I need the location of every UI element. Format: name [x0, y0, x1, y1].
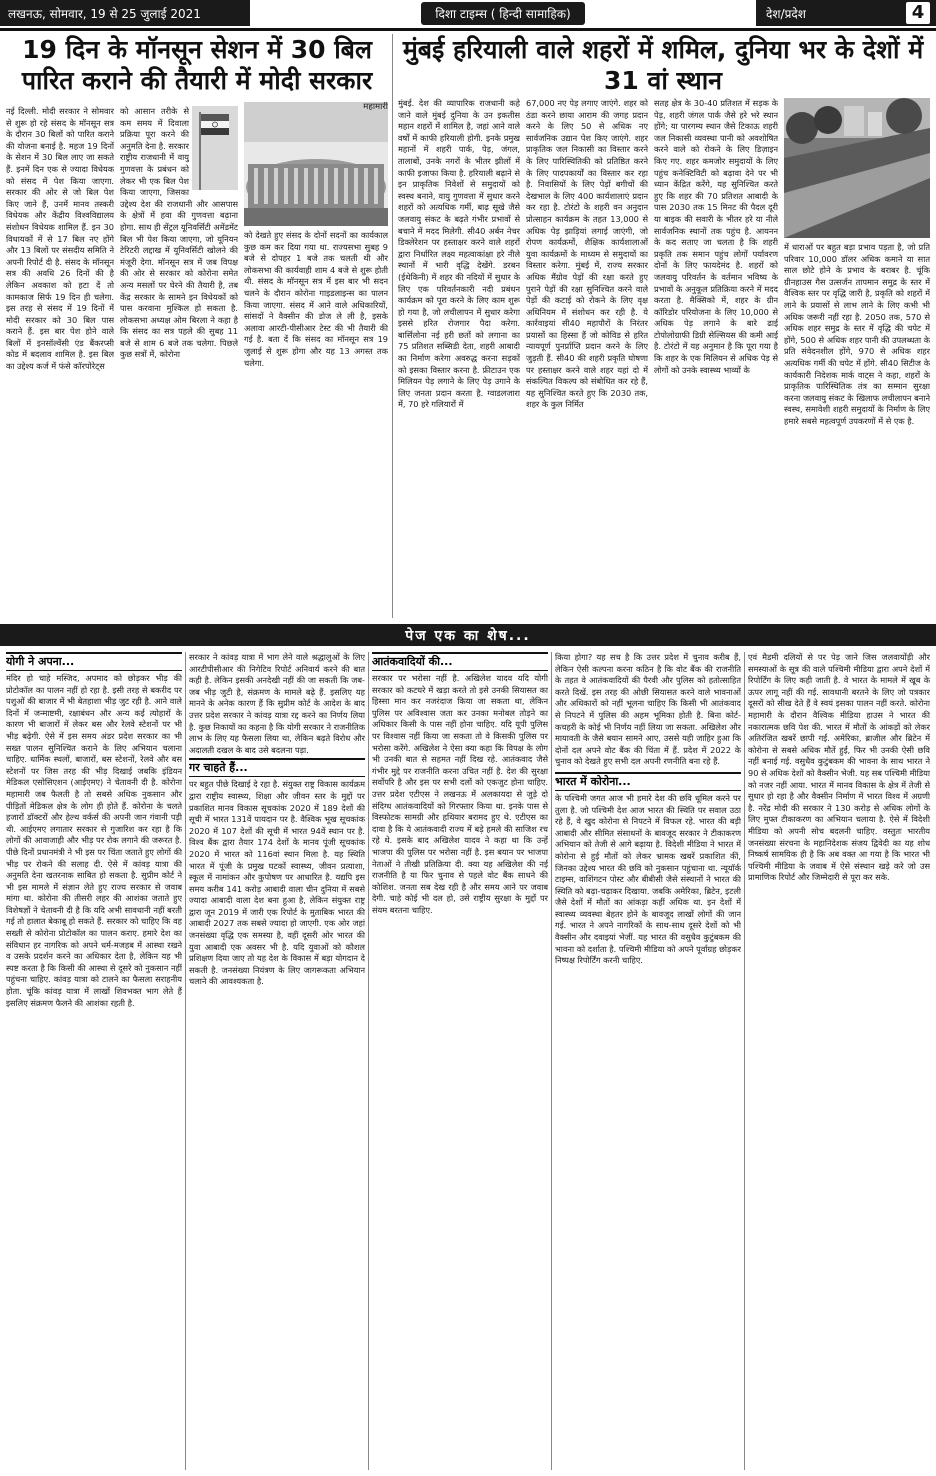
monsoon-caption-a: महामारी — [363, 102, 388, 112]
date-line: लखनऊ, सोमवार, 19 से 25 जुलाई 2021 — [0, 0, 250, 26]
top-rule — [0, 28, 936, 31]
lower-divider-3 — [551, 652, 552, 1470]
head-yogi: योगी ने अपना... — [6, 652, 182, 671]
lower-divider-4 — [744, 652, 745, 1470]
paper-name: दिशा टाइम्स ( हिन्दी सामाहिक) — [421, 2, 584, 25]
headline-monsoon: 19 दिन के मॉनसून सेशन में 30 बिल पारित कराने की तैयारी में मोदी सरकार — [21, 35, 373, 96]
monsoon-col-3 — [244, 230, 388, 618]
flag-photo — [192, 106, 238, 190]
parliament-photo — [244, 102, 388, 226]
mumbai-road-illustration — [784, 98, 930, 238]
masthead — [0, 0, 936, 26]
monsoon-col-2 — [120, 106, 238, 618]
monsoon-text-2: को आसान तरीके से कम समय में दिवाला प्रक्रिया पूरा करने की अनुमति देना है. सरकार राष्ट्रीय राजधानी में वायु गुणवत्ता के प्रबंधन को लेकर भी एक बिल पेश किया जाएगा, जिसका उद्देश्य देश की राजधानी और आसपास के क्षेत्रों में हवा की गुणवत्ता बढ़ाना होगा. साथ ही सेंट्रल यूनिवर्सिटी अमेंडमेंट बिल भी पेश किया जाएगा, जो यूनियन टेरिटरी लद्दाख में यूनिवर्सिटी खोलने की मंजूरी देगा. मॉनसून सत्र में जब विपक्ष की ओर से सरकार को कोरोना समेत अन्य मसलों पर घेरने की तैयारी है, तब केंद्र सरकार के सामने इन विधेयकों को पास करवाना मुश्किल हो सकता है. लोकसभा अध्यक्ष ओम बिरला ने कहा है कि संसद का सत्र पहले की सुबह 11 बजे से शाम 6 बजे तक चलेगा. पिछले कुछ सत्रों में, कोरोना — [120, 106, 238, 360]
mumbai-text-3: सतह क्षेत्र के 30-40 प्रतिशत में सड़क के पेड़, शहरी जंगल पार्क जैसे हरे भरे स्थान होंगे; या पारगम्य स्थान जैसे टिकाऊ शहरी जल निकासी व्यवस्था पानी को अवशोषित करने वाले को रोकने के लिए डिज़ाइन किए गए. शहर कमजोर समुदायों के लिए पहुंच कनेक्टिविटी को बढ़ावा देने पर भी ध्यान केंद्रित करेंगे, यह सुनिश्चित करते हुए कि शहर की 70 प्रतिशत आबादी के पास 2030 तक 15 मिनट की पैदल दूरी या बाइक की सवारी के भीतर हरे या नीले सार्वजनिक स्थानों तक पहुंच है. आयनन के कद सताए जा चलता है कि शहरी प्रकृति तक समान पहुंच लोगों पर्यावरण दोनों के लिए फायदेमंद है. शहरों को जलवायु परिवर्तन के वर्तमान भविष्य के प्रभावों के अनुकूल प्रतिक्रिया करने में मदद करता है. मैक्सिको में, शहर के ग्रीन कॉरिडोर परियोजना के लिए 10,000 से अधिक पेड़ लगाने के बारे ढाई टोपोलोग्राफी डिग्री सेल्सियस की कमी आई है. टोरंटो में यह अनुमान है कि पूरा गया है कि शहर के एक मिलियन से अधिक पेड़ से लोगों को उनके स्वास्थ्य भाव्यों के — [654, 98, 778, 375]
parliament-illustration — [244, 102, 388, 226]
mumbai-col-2 — [526, 98, 648, 618]
flag-photo-illustration — [192, 106, 238, 190]
column-divider — [392, 34, 393, 618]
lower-col-5 — [748, 652, 930, 1470]
headline-mumbai: मुंबई हरियाली वाले शहरों में शमिल, दुनिया भर के देशों में 31 वां स्थान — [402, 35, 924, 96]
mumbai-col-1 — [398, 98, 520, 618]
page-number: 4 — [906, 2, 930, 24]
text-corona-cont: एवं मैडमी दलियों से पर पेड़ जाने जिस जलवायोंड़ी और समस्याओं के सूत्र की वाले पश्चिमी मीडिया द्वारा अपने देशों में रिपोर्टिंग के लिए कही जाती है. वे भारत के मामले में खूब के ऊपर लागू नहीं की गई. सावधानी बरतने के लिए जो पत्रकार दूसरों को सीख देते हैं वे स्वयं इसका पालन नहीं करते. कोरोना महामारी के दौरान वैश्विक मीडिया हाउस ने भारत की नकारात्मक छवि पेश की. भारत में मौतों के आंकड़ों को लेकर अतिरंजित खबरें छापी गईं. अमेरिका, ब्राजील और ब्रिटेन में कोरोना से सबसे अधिक मौतें हुईं, फिर भी उनकी ऐसी छवि नहीं बनाई गई. वसुधैव कुटुंबकम की भावना के साथ भारत ने 90 से अधिक देशों को वैक्सीन भेजी. यह सब पश्चिमी मीडिया को नजर नहीं आया. भारत में मानव विकास के क्षेत्र में तेजी से सुधार हो रहा है और वैक्सीन निर्माण में भारत विश्व में अग्रणी है. नरेंद्र मोदी की सरकार ने 130 करोड़ से अधिक लोगों के लिए मुफ्त टीकाकरण का अभियान चलाया है. ऐसे में विदेशी मीडिया को अपनी सोच बदलनी चाहिए. वस्तुतः भारतीय जनसंख्या संरचना के महानिदेशक संजय द्विवेदी का यह शोध निष्कर्ष सामयिक ही है कि अब वक्त आ गया है कि भारत भी पश्चिमी मीडिया के जवाब में ऐसे संस्थान खड़े करे जो उस प्रामाणिक रिपोर्ट और जिम्मेदारी से पूरा कर सके. — [748, 652, 930, 883]
lower-col-1 — [6, 652, 182, 1470]
text-kanwar: सरकार ने कांवड़ यात्रा में भाग लेने वाले श्रद्धालुओं के लिए आरटीपीसीआर की निगेटिव रिपोर्ट अनिवार्य करने की बात कही है. लेकिन इसकी अनदेखी नहीं की जा सकती कि जब-जब भीड़ जुटी है, संक्रमण के मामले बढ़े हैं. इसलिए यह मानने के अनेक कारण हैं कि सुप्रीम कोर्ट के आदेश के बाद उत्तर प्रदेश सरकार ने कांवड़ यात्रा रद्द करने का निर्णय लिया है. कुछ निकायों का कहना है कि योगी सरकार ने राजनीतिक लाभ के लिए यह फैसला लिया था, लेकिन बढ़ते विरोध और अदालती दखल के बाद उसे बदलना पड़ा. — [189, 652, 365, 755]
mumbai-photo — [784, 98, 930, 238]
head-corona: भारत में कोरोना... — [555, 772, 741, 791]
text-terrorists-cont: किया होगा? यह सच है कि उत्तर प्रदेश में चुनाव करीब हैं, लेकिन ऐसी कल्पना करना कठिन है कि वोट बैंक की राजनीति के तहत वे आतंकवादियों की पैरवी और पुलिस को हतोत्साहित करते दिखें. इस तरह की ओछी सियासत करने वाले भावनाओं और अधिकारों को नहीं भूलना चाहिए कि किसी भी आतंकवाद से निपटने में पुलिस की अहम भूमिका होती है. बिना कोर्ट-कचहरी के कोई भी निर्णय नहीं लिया जा सकता. अखिलेश और मायावती के जैसे बयान सामने आए, उससे यही जाहिर हुआ कि दोनों दल अपने वोट बैंक की चिंता में हैं. प्रदेश में 2022 के चुनाव को देखते हुए सभी दल अपनी रणनीति बना रहे हैं. — [555, 652, 741, 767]
continued-banner-text: पेज एक का शेष... — [405, 627, 531, 644]
monsoon-text-1: नई दिल्ली. मोदी सरकार ने सोमवार से शुरू हो रहे संसद के मॉनसून सत्र के दौरान 30 बिलों को पारित कराने की योजना बनाई है. महज 19 दिनों के सेशन में 30 बिल लाए जा सकते हैं. इनमें दिन एक से ज्यादा विधेयक को संसद में पेश किया जाएगा. सरकार की ओर से जो बिल पेश किए जाने हैं, उनमें मानव तस्करी विधेयक और केंद्रीय विश्वविद्यालय संशोधन विधेयक शामिल हैं. इन 30 विधायकों में से 17 बिल नए होंगे और 13 बिलों पर संसदीय समिति ने अपनी रिपोर्ट दी है. संसद के मॉनसून सत्र की अवधि 26 दिनों की है लेकिन अवकाश को हटा दें तो कामकाज सिर्फ 19 दिन ही चलेगा. इस तरह से संसद में 19 दिनों में मोदी सरकार को 30 बिल पास कराने हैं. इस बार पेश होने वाले बिलों में इनसॉल्वेंसी एंड बैंकरप्सी कोड में बदलाव शामिल है. इस बिल का उद्देश्य कर्ज में फंसे कॉरपोरेट्स — [6, 106, 114, 372]
mumbai-col-3 — [654, 98, 778, 618]
mumbai-text-1: मुंबई. देश की व्यापारिक राजधानी कहे जाने वाले मुंबई दुनिया के उन इकतीस महान शहरों में शामिल है, जहां आने वाले वर्षों में काफी हरियाली होगी. इनके प्रमुख महानों में शहरी पार्क, पेड़, जंगल, तालाबों, उनके नगरों के भीतर झीलों में काफी इजाफा किया है. हरियाली बढ़ाने से इन प्राकृतिक निवेशों से समुदायों को स्वस्थ बनाने, वायु गुणवत्ता में सुधार करने शहरों को अत्यधिक गर्मी, बाढ़ सूखे जैसे जलवायु संकट के बढ़ते गंभीर प्रभावों से बचाने में मदद मिलेगी. सी40 अर्बन नेचर डिक्लेरेशन पर हस्ताक्षर करने वाले शहरों द्वारा निर्धारित लक्ष्य महत्वाकांक्षा हरे नीले स्थानों में भारी वृद्धि देखेंगे. डरबन (ईथेकिनी) में शहर की नदियों में सुधार के लिए एक परिवर्तनकारी नदी प्रबंधन कार्यक्रम को पूरा करने के लिए काम शुरू हो गया है, जो लचीलापन में सुधार करेगा इससे हरित रोजगार पैदा करेगा. बार्सिलोना नई हरी छतों को लगाना का 75 प्रतिशत सब्सिडी देता, शहरी आबादी का निर्माण करेगा अवरुद्ध करना सड़कों को इसका विस्तार करना है. फ्रीटाउन एक मिलियन पेड़ लगाने के लिए पेड़ उगाने के लिए जनता प्रदान करता है. ग्वाडलजारा में, 70 हरे गलियारों में — [398, 98, 520, 410]
text-corona: के पश्चिमी जगत आज भी हमारे देश की छवि धूमिल करने पर तुला है. जो पश्चिमी देश आज भारत की स्थिति पर सवाल उठा रहे हैं, वे खुद कोरोना से निपटने में विफल रहे. भारत की बड़ी आबादी और सीमित संसाधनों के बावजूद सरकार ने टीकाकरण अभियान को तेजी से आगे बढ़ाया है. विदेशी मीडिया ने भारत में कोरोना से हुई मौतों को लेकर भ्रामक खबरें प्रकाशित कीं, जिनका उद्देश्य भारत की छवि को नुकसान पहुंचाना था. न्यूयॉर्क टाइम्स, वाशिंगटन पोस्ट और बीबीसी जैसे संस्थानों ने भारत की स्थिति को बढ़ा-चढ़ाकर दिखाया. जबकि अमेरिका, ब्रिटेन, इटली जैसे देशों में मौतों का आंकड़ा कहीं अधिक था. इन देशों में स्वास्थ्य व्यवस्था बेहतर होने के बावजूद लाखों लोगों की जान गई. भारत ने अपने नागरिकों के साथ-साथ दूसरे देशों को भी वैक्सीन और दवाइयां भेजीं. यह भारत की वसुधैव कुटुंबकम की भावना को दर्शाता है. पश्चिमी मीडिया को अपने पूर्वाग्रह छोड़कर निष्पक्ष रिपोर्टिंग करनी चाहिए. — [555, 792, 741, 966]
mumbai-text-4: में धाराओं पर बहुत बड़ा प्रभाव पड़ता है, जो प्रति परिवार 10,000 डॉलर अधिक कमाने या सात साल छोटे होने के प्रभाव के बराबर है. चूंकि ग्रीनहाउस गैस उत्सर्जन तापमान समुद्र के स्तर में वैश्विक स्तर पर वृद्धि जारी है, प्रकृति को शहरों में लाने के प्रयासों से लाभ लाने के लिए कभी भी अधिक जरूरी नहीं रहा है. 2050 तक, 570 से अधिक शहर समुद्र के स्तर में वृद्धि की चपेट में होंगे, 500 से अधिक शहर पानी की उपलब्धता के प्रति संवेदनशील होंगे, 970 से अधिक शहर अत्यधिक गर्मी की चपेट में होंगे. सी40 सिटीज के कार्यकारी निदेशक मार्क वाट्स ने कहा, शहरों के प्राकृतिक पारिस्थितिक तंत्र का सम्मान सुरक्षा करना जलवायु संकट के खिलाफ लचीलापन बनाने स्वस्थ, समावेशी शहरी समुदायों के निर्माण के लिए हमारे सबसे महत्वपूर्ण उपकरणों में से एक है. — [784, 242, 930, 426]
lower-divider-2 — [368, 652, 369, 1470]
lower-col-4 — [555, 652, 741, 1470]
lower-divider-1 — [185, 652, 186, 1470]
text-terrorists: सरकार पर भरोसा नहीं है. अखिलेश यादव यदि योगी सरकार को कटघरे में खड़ा करते तो इसे उनकी सियासत का हिस्सा मान कर नजरंदाज किया जा सकता था, लेकिन पुलिस पर अविश्वास जता कर उनका मनोबल तोड़ने का अधिकार किसी के पास नहीं होना चाहिए. यदि यूपी पुलिस पर विश्वास नहीं किया जा सकता तो वे किसकी पुलिस पर भरोसा करेंगे. अखिलेश ने ऐसा क्या कहा कि विपक्ष के लोग भी उनकी बात से सहमत नहीं दिख रहे. आतंकवाद जैसे गंभीर मुद्दे पर राजनीति करना उचित नहीं है. देश की सुरक्षा सर्वोपरि है और इस पर सभी दलों को एकजुट होना चाहिए. उत्तर प्रदेश एटीएस ने लखनऊ में अलकायदा से जुड़े दो संदिग्ध आतंकवादियों को गिरफ्तार किया था. इनके पास से विस्फोटक सामग्री और हथियार बरामद हुए थे. एटीएस का दावा है कि ये आतंकवादी राज्य में बड़े हमले की साजिश रच रहे थे. इसके बाद अखिलेश यादव ने कहा था कि उन्हें भाजपा की पुलिस पर भरोसा नहीं है. इस बयान पर भाजपा नेताओं ने तीखी प्रतिक्रिया दी. क्या यह अखिलेश की नई राजनीति है या फिर चुनाव से पहले वोट बैंक साधने की कोशिश. जनता सब देख रही है और समय आने पर जवाब देगी. चाहे कोई भी दल हो, उसे राष्ट्रीय सुरक्षा के मुद्दों पर संयम बरतना चाहिए. — [372, 673, 548, 915]
mumbai-col-4 — [784, 242, 930, 618]
monsoon-text-3: को देखते हुए संसद के दोनों सदनों का कार्यकाल कुछ कम कर दिया गया था. राज्यसभा सुबह 9 बजे से दोपहर 1 बजे तक चलती थी और लोकसभा की कार्यवाही शाम 4 बजे से शुरू होती थी. संसद के मॉनसून सत्र में इस बार भी सदन चलने के दौरान कोरोना गाइडलाइन्स का पालन किया जाएगा. संसद में आने वाले अधिकारियों, सांसदों ने वैक्सीन की डोज ले ली है, इसके अलावा आरटी-पीसीआर टेस्ट की भी तैयारी की गई है. बता दें कि संसद का मॉनसून सत्र 19 जुलाई से शुरू होगा और यह 13 अगस्त तक चलेगा. — [244, 230, 388, 368]
head-population: गर चाहते हैं... — [189, 758, 365, 777]
lower-col-3 — [372, 652, 548, 1470]
section-bar — [756, 0, 936, 26]
mumbai-text-2: 67,000 नए पेड़ लगाए जाएंगे. शहर को ठंडा करने छाया आराम की जगह प्रदान करने के लिए 50 से अधिक नए सार्वजनिक उद्यान पेश किए जाएंगे. शहर प्राकृतिक जल निकासी का विस्तार करने के लिए पारिस्थितिकी को प्रतिष्ठित करने के लिए पादपकार्यों का विस्तार कर रहा है. निवासियों के लिए पेड़ों बगीचों की देखभाल के लिए 400 कार्यशालाएं प्रदान कर रहा है. टोरंटो के शहरी वन अनुदान प्रोत्साहन कार्यक्रम के तहत 13,000 से अधिक पेड़ झाड़ियां लगाई जाएंगी, जो रोपण कार्यक्रमों, शैक्षिक कार्यशालाओं युवा कार्यक्रमों के माध्यम से समुदायों का विस्तार करेगा. मुंबई में, राज्य सरकार अधिक मैंग्रोव पेड़ों की रक्षा करते हुए पुराने पेड़ों की रक्षा सुनिश्चित करने वाले पेड़ों की कटाई को रोकने के लिए वृक्ष अधिनियम में संशोधन कर रही है. ये कार्रवाइयां सी40 महापौरों के निरंतर प्रयासों का हिस्सा हैं जो कोविड से हरित न्यायपूर्ण पुनर्प्राप्ति प्रदान करने के लिए जुड़ती हैं. सी40 की शहरी प्रकृति घोषणा पर हस्ताक्षर करने वाले शहर यहां दो में संकल्पित विकल्प को संबोधित कर रहे हैं, यह सुनिश्चित करते हुए कि 2030 तक, शहर के कुल निर्मित — [526, 98, 648, 410]
text-population: पर बहुत पीछे दिखाई दे रहा है. संयुक्त राष्ट्र विकास कार्यक्रम द्वारा राष्ट्रीय स्वास्थ्य, शिक्षा और जीवन स्तर के मुद्दों पर प्रकाशित मानव विकास सूचकांक 2020 में 189 देशों की सूची में भारत 131वें पायदान पर है. वैश्विक भूख सूचकांक 2020 में 107 देशों की सूची में भारत 94वें स्थान पर है. विश्व बैंक द्वारा तैयार 174 देशों के मानव पूंजी सूचकांक 2020 में भारत को 116वां स्थान मिला है. यह स्थिति भारत में पूंजी के प्रमुख घटकों स्वास्थ्य, जीवन प्रत्याशा, स्कूल में नामांकन और कुपोषण पर आधारित है. यद्यपि इस समय करीब 141 करोड़ आबादी वाला चीन दुनिया में सबसे ज्यादा आबादी वाला देश बना हुआ है, लेकिन संयुक्त राष्ट्र द्वारा जून 2019 में जारी एक रिपोर्ट के मुताबिक भारत की आबादी 2027 तक सबसे ज्यादा हो जाएगी. एक ओर जहां जनसंख्या वृद्धि एक समस्या है, वहीं दूसरी ओर भारत की युवा आबादी एक अवसर भी है. यदि युवाओं को कौशल प्रशिक्षण दिया जाए तो यह देश के विकास में बड़ा योगदान दे सकती है. जनसंख्या नियंत्रण के लिए जागरूकता अभियान चलाने की आवश्यकता है. — [189, 779, 365, 987]
head-terrorists: आतंकवादियों की... — [372, 652, 548, 671]
paper-name-wrap — [250, 0, 756, 26]
continued-banner — [0, 624, 936, 646]
lower-col-2 — [189, 652, 365, 1470]
monsoon-col-1 — [6, 106, 114, 618]
text-yogi: मंदिर हो चाहे मस्जिद, अपमाद को छोड़कर भीड़ की प्रोटोकॉल का पालन नहीं हो रहा है. इसी तरह से बकरीद पर पशुओं की बाजार में भी बेतहाशा भीड़ जुट रही है. आने वाले दिनों में जन्माष्टमी, रक्षाबंधन और अन्य कई त्योहारों के कारण भी बाजारों में लेकर बस और रेलवे स्टेशनों पर भी भीड़ बढ़ेगी. ऐसे में इस समय अंडर प्रदेश सरकार का भी सख्त पालन सुनिश्चित कराने के लिए अभियान चलाना चाहिए. धार्मिक स्थलों, बाजारों, बस स्टेशनों, रेलवे और बस स्टेशनों पर जिस तरह की भीड़ दिखाई जबकि इंडियन मेडिकल एसोसिएशन (आईएमए) ने चेतावनी दी है. कोरोना महामारी जब फैलती है तो सबसे अधिक नुकसान और पीड़ितों मेडिकल क्षेत्र के लोग ही होते हैं. कोरोना के चलते हजारों डॉक्टरों और हेल्थ वर्कर्स की अपनी जान गंवानी पड़ी थी. आईएमए लगातार सरकार से गुजारिश कर रहा है कि लोगों की आवाजाही और भीड़ पर रोक लगाने की जरूरत है. पीछे दिनों प्रधानमंत्री ने भी इस पर चिंता जताते हुए लोगों की भीड़ पर रोकने की सलाह दी. ऐसे में कांवड़ यात्रा की अनुमति देना खतरनाक साबित हो सकता है. सुप्रीम कोर्ट ने भी इस मामले में संज्ञान लेते हुए राज्य सरकार से जवाब मांगा था. कोरोना की तीसरी लहर की आशंका जताते हुए विशेषज्ञों ने चेतावनी दी है कि यदि अभी सावधानी नहीं बरती गई तो हालात बेकाबू हो सकते हैं. सरकार को चाहिए कि वह सख्ती से कोरोना प्रोटोकॉल का पालन कराए. हमारे देश का संविधान हर नागरिक को अपने धर्म-मजहब में आस्था रखने व उसके प्रदर्शन करने का अधिकार देता है, लेकिन यह भी स्पष्ट करता है कि किसी की आस्था से दूसरे को नुकसान नहीं पहुंचना चाहिए. कांवड़ यात्रा को टालने का फैसला सराहनीय होता. चूंकि कांवड़ यात्रा में लाखों शिवभक्त भाग लेते हैं इसलिए संक्रमण फैलने की आशंका रहती है. — [6, 673, 182, 1008]
section-label: देश/प्रदेश — [766, 6, 806, 21]
